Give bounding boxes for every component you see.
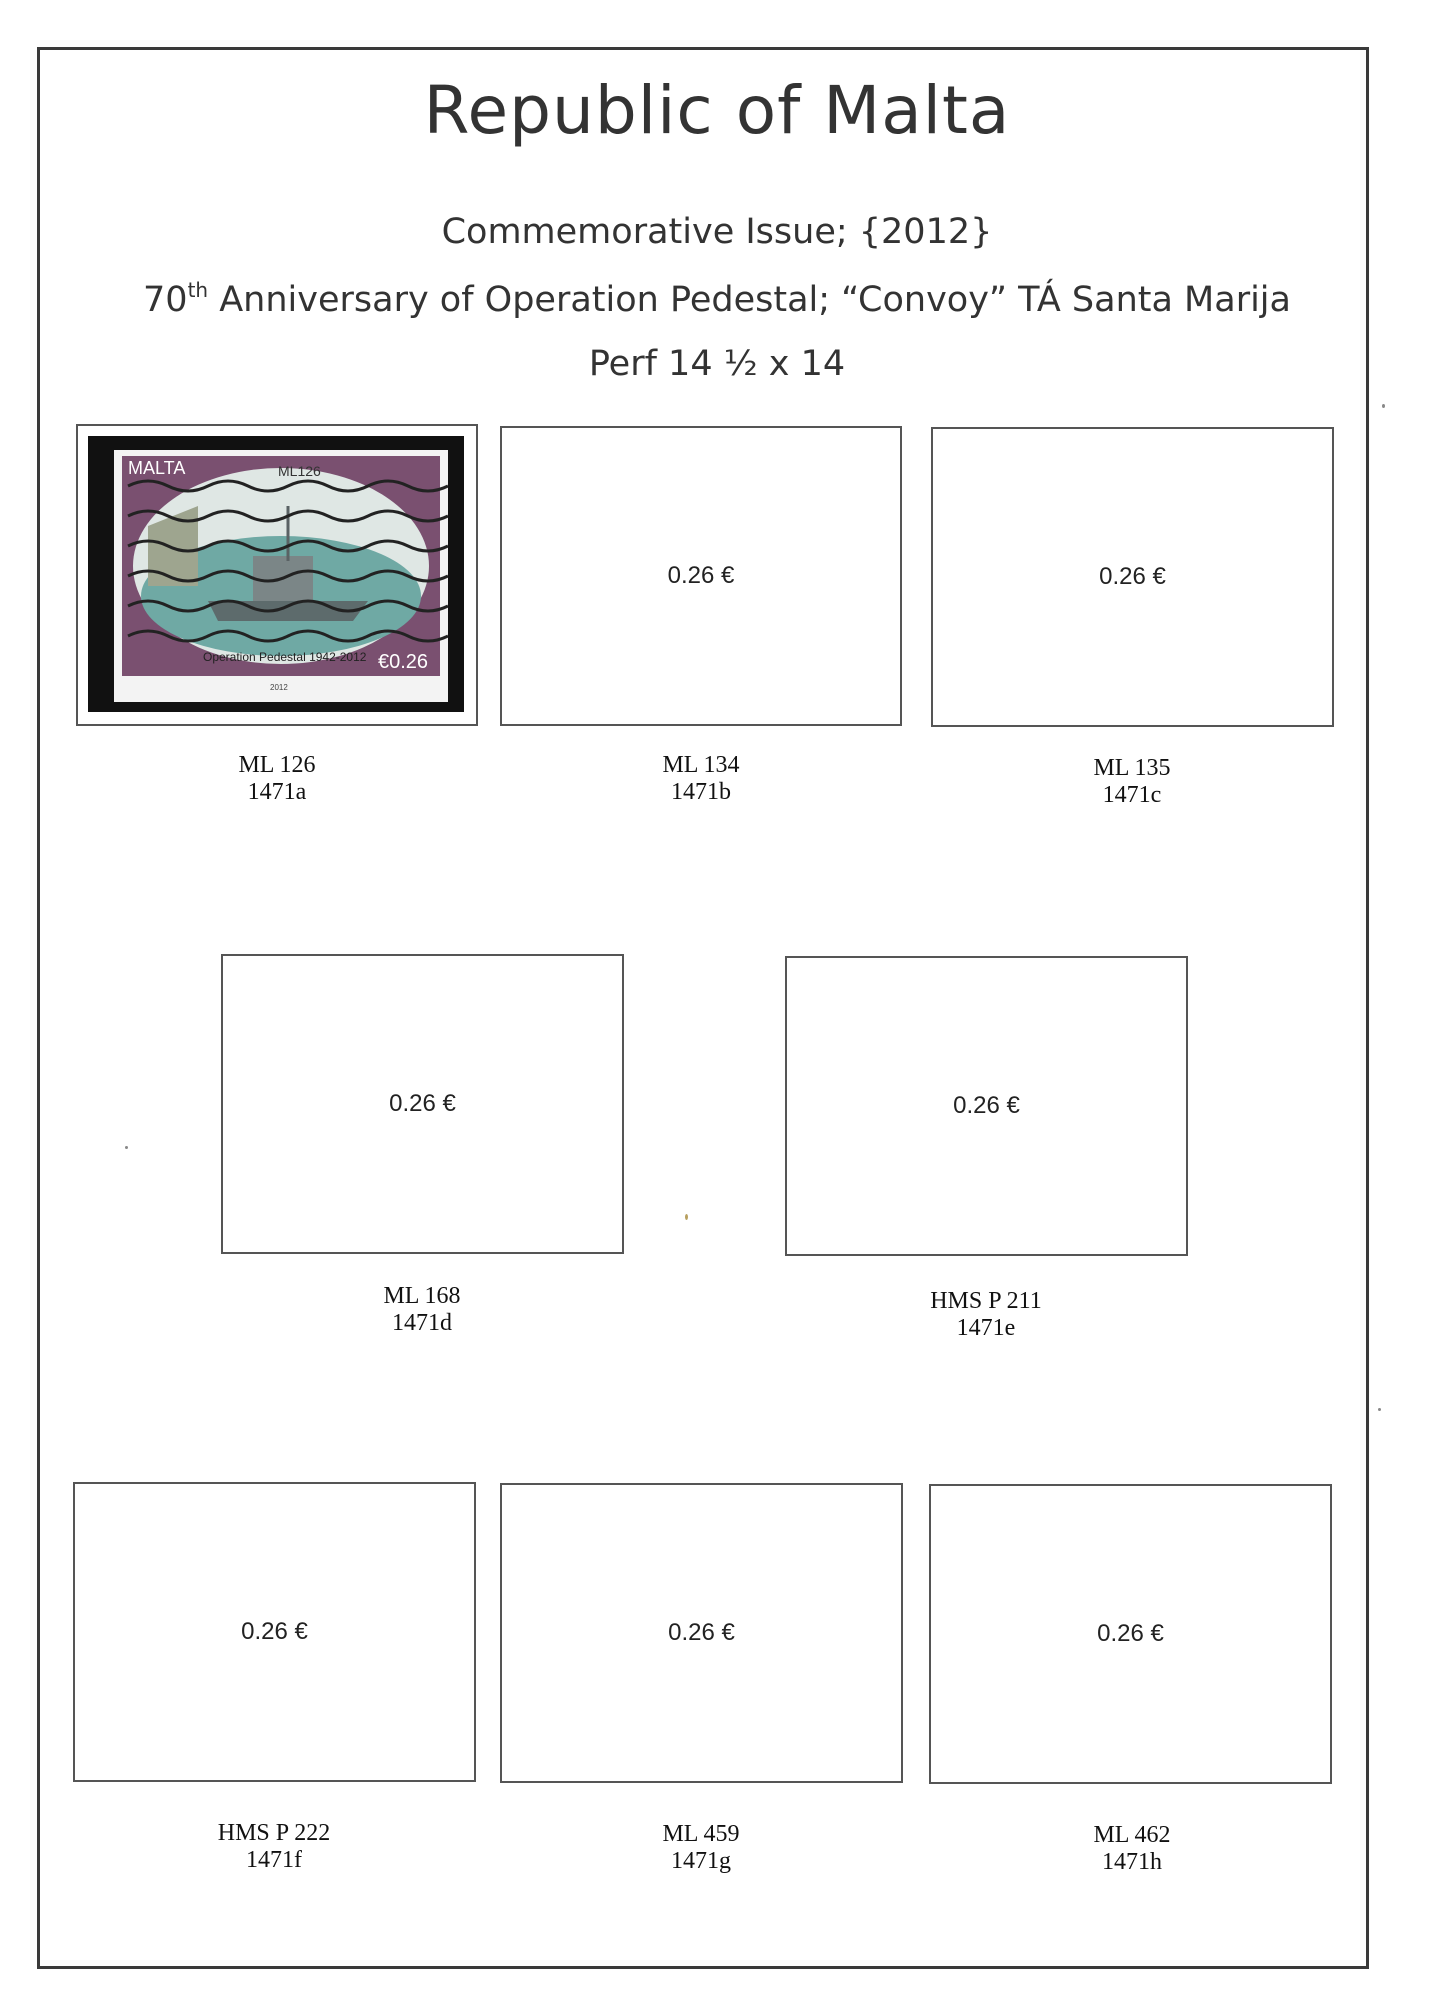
slot-value: 0.26 € [667, 562, 735, 589]
slot-value: 0.26 € [953, 1092, 1020, 1119]
anniversary-line [0, 278, 1434, 320]
scan-speck [1378, 1408, 1381, 1411]
slot-name: ML 462 [1093, 1822, 1171, 1848]
slot-name: ML 134 [662, 752, 740, 778]
stamp-slot-1[interactable] [76, 424, 478, 726]
scan-speck [1382, 404, 1385, 408]
slot-name: ML 459 [662, 1821, 740, 1847]
stamp-image [88, 436, 464, 712]
stamp-value: €0.26 [378, 651, 429, 673]
slot-number: 1471b [671, 779, 731, 805]
slot-caption-8 [982, 1822, 1282, 1876]
slot-caption-2 [551, 752, 851, 806]
slot-number: 1471h [1102, 1849, 1162, 1875]
slot-caption-7 [551, 1821, 851, 1875]
anniversary-text: Anniversary of Operation Pedestal; “Convoy” TÁ Santa Marija [208, 280, 1291, 320]
stamp-slot-8[interactable] [929, 1484, 1332, 1784]
stamp-slot-7[interactable] [500, 1483, 903, 1783]
scan-speck [685, 1214, 688, 1220]
slot-caption-3 [982, 755, 1282, 809]
slot-number: 1471e [956, 1315, 1016, 1341]
page-title: Republic of Malta [423, 72, 1011, 149]
slot-name: ML 135 [1093, 755, 1171, 781]
stamp-vessel: ML126 [278, 463, 321, 479]
stamp-year: 2012 [270, 683, 288, 692]
stamp-caption: Operation Pedestal 1942-2012 [203, 650, 367, 664]
slot-number: 1471a [247, 779, 307, 805]
slot-number: 1471g [671, 1848, 731, 1874]
scan-speck [125, 1146, 128, 1149]
perforation-line: Perf 14 ½ x 14 [588, 344, 846, 384]
slot-value: 0.26 € [1099, 563, 1166, 590]
slot-name: ML 126 [238, 752, 316, 778]
slot-name: HMS P 222 [217, 1820, 331, 1846]
slot-number: 1471c [1102, 782, 1162, 808]
issue-line: Commemorative Issue; {2012} [441, 212, 993, 252]
slot-value: 0.26 € [389, 1090, 456, 1117]
slot-caption-5 [836, 1288, 1136, 1342]
anniversary-number: 70 [143, 280, 188, 320]
stamp-slot-6[interactable] [73, 1482, 476, 1782]
stamp-slot-4[interactable] [221, 954, 624, 1254]
slot-value: 0.26 € [1097, 1620, 1164, 1647]
slot-number: 1471d [392, 1310, 452, 1336]
slot-caption-6 [124, 1820, 424, 1874]
stamp-slot-2[interactable] [500, 426, 902, 726]
slot-value: 0.26 € [241, 1618, 308, 1645]
slot-number: 1471f [246, 1847, 302, 1873]
stamp-country: MALTA [128, 458, 186, 478]
slot-name: ML 168 [383, 1283, 461, 1309]
slot-name: HMS P 211 [930, 1288, 1042, 1314]
slot-value: 0.26 € [668, 1619, 735, 1646]
stamp-slot-3[interactable] [931, 427, 1334, 727]
slot-caption-1 [127, 752, 427, 806]
stamp-slot-5[interactable] [785, 956, 1188, 1256]
anniversary-ordinal: th [187, 278, 209, 302]
slot-caption-4 [272, 1283, 572, 1337]
